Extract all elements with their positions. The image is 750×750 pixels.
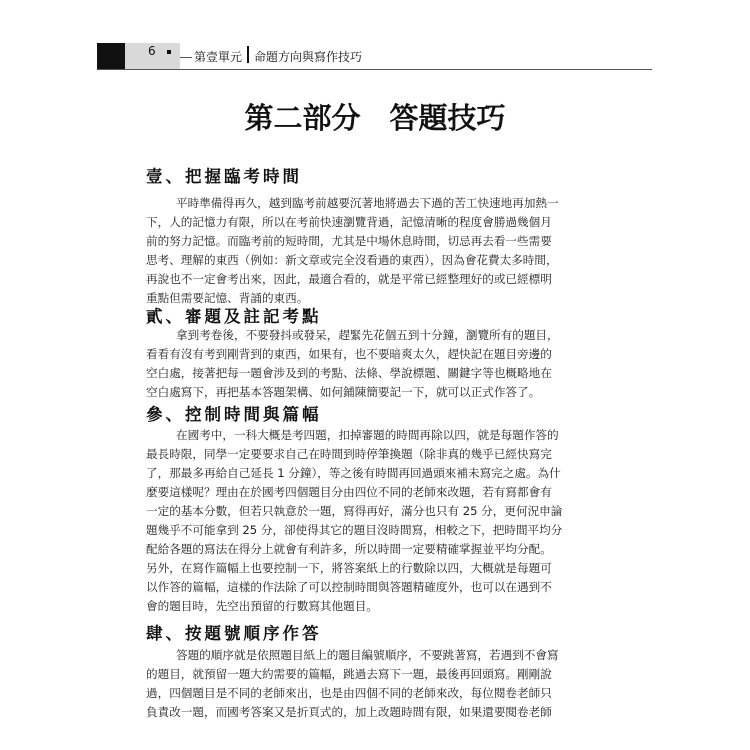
- paragraph-line: 在國考中，一科大概是考四題，扣掉審題的時間再除以四，就是每題作答的: [176, 428, 559, 442]
- header-rule: [97, 69, 652, 70]
- section-title: 貳、審題及註記考點: [146, 307, 322, 326]
- paragraph-line: 下，人的記憶力有限，所以在考前快速瀏覽背過，記憶清晰的程度會勝過幾個月: [146, 215, 552, 229]
- page-number-dot: [167, 50, 171, 54]
- header-black-block: [97, 43, 125, 69]
- paragraph-line: 配給各題的寫法在得分上就會有利許多，所以時間一定要精確掌握並平均分配。: [146, 542, 552, 556]
- paragraph-line: 看看有沒有考到剛背到的東西，如果有，也不要暗爽太久，趕快記在題目旁邊的: [146, 347, 552, 361]
- paragraph-line: 一定的基本分數，但若只執意於一題，寫得再好，滿分也只有 25 分，更何況申論: [146, 504, 563, 518]
- paragraph-line: 空白處，接著把每一題會涉及到的考點、法條、學說標題、關鍵字等也概略地在: [146, 366, 552, 380]
- paragraph-line: 過，四個題目是不同的老師來出，也是由四個不同的老師來改，每位閱卷老師只: [146, 686, 552, 700]
- paragraph-line: 最長時限，同學一定要要求自己在時間到時停筆換題（除非真的幾乎已經快寫完: [146, 447, 552, 461]
- paragraph-line: 麼要這樣呢？理由在於國考四個題目分由四位不同的老師來改題，若有寫都會有: [146, 485, 552, 499]
- section-title: 參、控制時間與篇幅: [146, 405, 322, 424]
- unit-label: 第壹單元: [194, 50, 243, 64]
- paragraph-line: 空白處寫下，再把基本答題架構、如何鋪陳簡要記一下，就可以正式作答了。: [146, 385, 541, 399]
- unit-title: 命題方向與寫作技巧: [254, 50, 363, 64]
- paragraph-line: 會的題目時，先空出預留的行數寫其他題目。: [146, 599, 378, 613]
- section-title: 壹、把握臨考時間: [146, 167, 302, 186]
- paragraph-line: 前的努力記憶。而臨考前的短時間，尤其是中場休息時間，切忌再去看一些需要: [146, 234, 552, 248]
- paragraph-line: 思考、理解的東西（例如：新文章或完全沒看過的東西），因為會花費太多時間，: [146, 253, 558, 267]
- header-connector-rule: [180, 57, 192, 58]
- paragraph-line: 負責改一題，而國考答案又是折頁式的，加上改題時間有限，如果還要閱卷老師: [146, 705, 552, 719]
- paragraph-line: 再說也不一定會考出來，因此，最適合看的，就是平常已經整理好的或已經標明: [146, 272, 552, 286]
- paragraph-line: 重點但需要記憶、背誦的東西。: [146, 291, 309, 305]
- unit-separator: [247, 46, 249, 63]
- paragraph-line: 答題的順序就是依照題目紙上的題目編號順序，不要跳著寫，若遇到不會寫: [176, 648, 559, 662]
- paragraph-line: 平時準備得再久，越到臨考前越要沉著地將過去下過的苦工快速地再加熱一: [176, 196, 559, 210]
- paragraph-line: 另外，在寫作篇幅上也要控制一下，將答案紙上的行數除以四，大概就是每題可: [146, 561, 552, 575]
- section-title: 肆、按題號順序作答: [146, 624, 322, 643]
- paragraph-line: 的題目，就預留一題大約需要的篇幅，跳過去寫下一題，最後再回頭寫。剛剛說: [146, 667, 552, 681]
- paragraph-line: 以作答的篇幅，這樣的作法除了可以控制時間與答題精確度外，也可以在遇到不: [146, 580, 552, 594]
- part-title: 第二部分 答題技巧: [244, 101, 506, 135]
- paragraph-line: 了，那最多再給自己延長 1 分鐘），等之後有時間再回過頭來補未寫完之處。為什: [146, 466, 561, 480]
- page-number: 6: [148, 44, 156, 58]
- paragraph-line: 拿到考卷後，不要發抖或發呆，趕緊先花個五到十分鐘，瀏覽所有的題目，: [176, 328, 559, 342]
- paragraph-line: 題幾乎不可能拿到 25 分，卻使得其它的題目沒時間寫，相較之下，把時間平均分: [146, 523, 563, 537]
